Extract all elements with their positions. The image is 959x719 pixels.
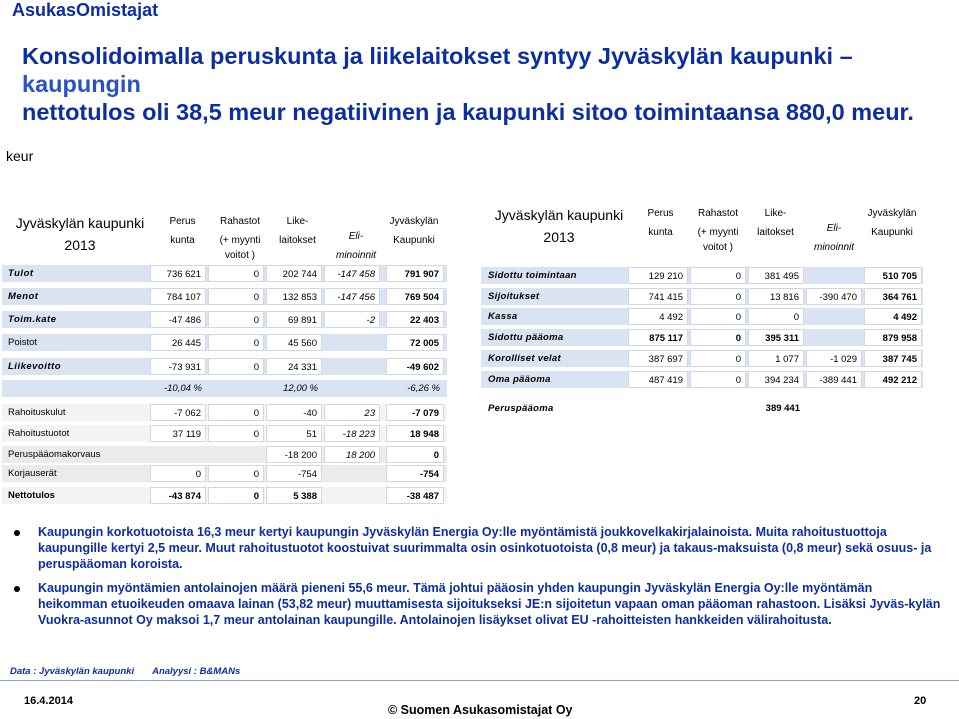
hdr-text: Eli- bbox=[348, 231, 364, 242]
left-col-jyvaskyla bbox=[384, 214, 444, 248]
hdr-text: Perus bbox=[169, 216, 196, 227]
table-cell: 769 504 bbox=[386, 288, 444, 305]
table-cell: 22 403 bbox=[386, 311, 444, 328]
table-cell: -18 223 bbox=[324, 425, 380, 442]
hdr-text: kunta bbox=[648, 227, 673, 238]
row-label: Sidottu toimintaan bbox=[488, 270, 577, 281]
source-analysis: Analyysi : B&MANs bbox=[152, 666, 241, 677]
hdr-text: Rahastot bbox=[697, 208, 739, 219]
table-cell: 784 107 bbox=[150, 288, 206, 305]
hdr-text: voitot ) bbox=[702, 242, 733, 253]
left-entity-title bbox=[10, 212, 150, 256]
table-cell: 4 492 bbox=[628, 308, 688, 325]
row-label: Tulot bbox=[8, 268, 34, 279]
unit-label: keur bbox=[6, 148, 34, 164]
table-cell: 45 560 bbox=[266, 334, 322, 351]
slide-title bbox=[22, 42, 922, 126]
hdr-text: Kaupunki bbox=[871, 227, 913, 238]
table-cell: 51 bbox=[266, 425, 322, 442]
table-cell: 72 005 bbox=[386, 334, 444, 351]
table-cell: 0 bbox=[690, 371, 746, 388]
table-cell: 389 441 bbox=[765, 403, 800, 414]
table-cell: 202 744 bbox=[266, 265, 322, 282]
row-label: Menot bbox=[8, 291, 39, 302]
bullet-dot-icon bbox=[14, 586, 20, 592]
table-cell: 0 bbox=[690, 288, 746, 305]
table-cell: 381 495 bbox=[748, 267, 804, 284]
hdr-text: (+ myynti bbox=[697, 227, 739, 238]
hdr-text: Rahastot bbox=[219, 216, 261, 227]
row-label: Korjauserät bbox=[8, 468, 57, 479]
table-cell: 69 891 bbox=[266, 311, 322, 328]
table-cell bbox=[628, 400, 688, 417]
table-cell: -754 bbox=[266, 465, 322, 482]
source-data: Data : Jyväskylän kaupunki bbox=[10, 666, 135, 677]
table-cell: -754 bbox=[386, 465, 444, 482]
table-cell: 791 907 bbox=[386, 265, 444, 282]
table-cell: 13 816 bbox=[748, 288, 804, 305]
table-cell: 0 bbox=[208, 288, 264, 305]
hdr-text: Jyväskylän bbox=[389, 216, 439, 227]
hdr-text: Perus bbox=[647, 208, 674, 219]
table-cell: 0 bbox=[150, 465, 206, 482]
hdr-text: kunta bbox=[170, 235, 195, 246]
hdr-text: (+ myynti bbox=[219, 235, 261, 246]
table-cell: -47 486 bbox=[150, 311, 206, 328]
hdr-text: voitot ) bbox=[224, 250, 255, 261]
right-entity-title bbox=[489, 204, 629, 248]
table-cell: 0 bbox=[208, 265, 264, 282]
right-entity-year: 2013 bbox=[543, 229, 575, 245]
table-cell: 394 234 bbox=[748, 371, 804, 388]
hdr-text: Like- bbox=[286, 216, 309, 227]
left-col-peruskunta bbox=[155, 214, 210, 248]
table-cell: 364 761 bbox=[864, 288, 922, 305]
table-cell: -73 931 bbox=[150, 358, 206, 375]
table-cell: -40 bbox=[266, 404, 322, 421]
left-entity-year: 2013 bbox=[64, 237, 96, 253]
table-cell: 0 bbox=[208, 334, 264, 351]
table-cell: -1 029 bbox=[806, 350, 862, 367]
table-cell: 4 492 bbox=[864, 308, 922, 325]
table-cell: 0 bbox=[208, 425, 264, 442]
table-cell: -10,04 % bbox=[163, 383, 202, 394]
table-cell bbox=[324, 487, 380, 504]
table-cell: -389 441 bbox=[806, 371, 862, 388]
table-cell: -7 079 bbox=[386, 404, 444, 421]
right-col-liikelaitokset bbox=[748, 206, 803, 240]
table-cell: 129 210 bbox=[628, 267, 688, 284]
row-label: Poistot bbox=[8, 337, 38, 348]
table-cell: 875 117 bbox=[628, 329, 688, 346]
table-cell: 387 697 bbox=[628, 350, 688, 367]
title-line1b: kaupungin bbox=[22, 71, 141, 97]
left-entity-name: Jyväskylän kaupunki bbox=[15, 215, 145, 231]
table-cell bbox=[324, 380, 380, 397]
hdr-text: Eli- bbox=[826, 223, 842, 234]
row-label bbox=[4, 380, 8, 397]
hdr-text: Like- bbox=[764, 208, 787, 219]
table-cell: 0 bbox=[208, 465, 264, 482]
brand-logo-text bbox=[12, 0, 158, 21]
table-cell: 0 bbox=[386, 446, 444, 463]
footer-divider bbox=[0, 680, 959, 681]
right-col-jyvaskyla bbox=[862, 206, 922, 240]
table-cell bbox=[864, 400, 922, 417]
table-cell bbox=[690, 400, 746, 417]
table-cell: 18 200 bbox=[324, 446, 380, 463]
row-label: Rahoituskulut bbox=[8, 407, 66, 418]
table-cell: 5 388 bbox=[266, 487, 322, 504]
table-cell: 0 bbox=[748, 308, 804, 325]
table-cell: -7 062 bbox=[150, 404, 206, 421]
table-cell: -43 874 bbox=[150, 487, 206, 504]
left-col-rahastot bbox=[210, 214, 270, 263]
table-cell: 879 958 bbox=[864, 329, 922, 346]
hdr-text: minoinnit bbox=[813, 242, 855, 253]
hdr-text: Kaupunki bbox=[393, 235, 435, 246]
row-label: Toim.kate bbox=[8, 314, 57, 325]
table-cell: -2 bbox=[324, 311, 380, 328]
footer-date: 16.4.2014 bbox=[24, 695, 73, 707]
table-cell: 741 415 bbox=[628, 288, 688, 305]
hdr-text: Jyväskylän bbox=[867, 208, 917, 219]
bullet-dot-icon bbox=[14, 530, 20, 536]
table-cell: 492 212 bbox=[864, 371, 922, 388]
table-cell: 0 bbox=[690, 308, 746, 325]
left-col-liikelaitokset bbox=[270, 214, 325, 248]
table-cell: 132 853 bbox=[266, 288, 322, 305]
bullet-text: Kaupungin korkotuotoista 16,3 meur kertyi kaupungin Jyväskylän Energia Oy:lle myöntämistä joukkovelkakirjalainoista. Muita rahoitustuottoja kaupungille kertyi 2,5 meur. Muut rahoitustuotot koostuivat suurimmalta osin osinkotuotoista (0,8 meur) ja takaus-maksuista (0,8 meur) sekä osuus- ja peruspääoman koroista. bbox=[38, 525, 932, 571]
brand-part1: Asukas bbox=[12, 0, 77, 20]
table-cell bbox=[806, 308, 862, 325]
row-label: Peruspääoma bbox=[488, 403, 554, 414]
row-label: Liikevoitto bbox=[8, 361, 62, 372]
table-cell bbox=[324, 358, 380, 375]
title-line2: nettotulos oli 38,5 meur negatiivinen ja kaupunki sitoo toimintaansa 880,0 meur. bbox=[22, 99, 914, 125]
table-cell: -390 470 bbox=[806, 288, 862, 305]
row-label: Korolliset velat bbox=[488, 353, 561, 364]
row-label: Oma pääoma bbox=[488, 374, 551, 385]
table-cell: 23 bbox=[324, 404, 380, 421]
table-cell bbox=[208, 446, 264, 463]
table-cell: 12,00 % bbox=[283, 383, 318, 394]
table-cell bbox=[324, 465, 380, 482]
table-cell: 26 445 bbox=[150, 334, 206, 351]
right-col-rahastot bbox=[688, 206, 748, 255]
table-cell: -147 456 bbox=[324, 288, 380, 305]
row-label: Nettotulos bbox=[8, 490, 55, 501]
table-cell bbox=[806, 267, 862, 284]
right-entity-name: Jyväskylän kaupunki bbox=[494, 207, 624, 223]
table-cell bbox=[806, 329, 862, 346]
table-cell: 37 119 bbox=[150, 425, 206, 442]
table-cell: -49 602 bbox=[386, 358, 444, 375]
table-cell: 387 745 bbox=[864, 350, 922, 367]
table-cell bbox=[208, 380, 264, 397]
brand-part2: Omistajat bbox=[76, 0, 159, 20]
table-cell: 0 bbox=[690, 350, 746, 367]
bullet-text: Kaupungin myöntämien antolainojen määrä pieneni 55,6 meur. Tämä johtui pääosin yhden kaupungin Jyväskylän Energia Oy:lle myöntämän heikomman etuoikeuden omaava lainan (53,82 meur) muuttamisesta sijoitukseksi JE:n sijoitetun vapaan oman pääoman rahastoon. Lisäksi Jyväs-kylän Vuokra-asunnot Oy maksoi 1,7 meur antolainan kaupungille. Antolainojen lisäykset olivat EU -rahoitteisten hankkeiden välirahoitusta. bbox=[38, 581, 941, 627]
hdr-text: laitokset bbox=[279, 235, 316, 246]
row-label: Rahoitustuotot bbox=[8, 428, 70, 439]
row-label: Peruspääomakorvaus bbox=[8, 449, 101, 460]
table-cell: 0 bbox=[690, 267, 746, 284]
source-note bbox=[10, 666, 240, 677]
table-cell: -147 458 bbox=[324, 265, 380, 282]
table-cell: 0 bbox=[690, 329, 746, 346]
bullet-list bbox=[14, 524, 944, 636]
table-cell: 0 bbox=[208, 358, 264, 375]
table-cell: 395 311 bbox=[748, 329, 804, 346]
table-cell: -6,26 % bbox=[407, 383, 440, 394]
table-cell: 0 bbox=[208, 487, 264, 504]
hdr-text: laitokset bbox=[757, 227, 794, 238]
table-cell: -38 487 bbox=[386, 487, 444, 504]
page-number: 20 bbox=[914, 695, 927, 707]
table-cell bbox=[324, 334, 380, 351]
table-cell: 736 621 bbox=[150, 265, 206, 282]
table-cell: 487 419 bbox=[628, 371, 688, 388]
right-col-eliminoinnit bbox=[806, 221, 862, 255]
table-cell: 510 705 bbox=[864, 267, 922, 284]
table-cell: -18 200 bbox=[266, 446, 322, 463]
table-cell bbox=[806, 400, 862, 417]
right-col-peruskunta bbox=[633, 206, 688, 240]
left-col-eliminoinnit bbox=[328, 229, 384, 263]
footer-copyright: © Suomen Asukasomistajat Oy bbox=[388, 703, 573, 717]
bullet-item bbox=[14, 580, 944, 628]
table-cell bbox=[150, 446, 206, 463]
row-label: Sidottu pääoma bbox=[488, 332, 564, 343]
table-cell: 0 bbox=[208, 404, 264, 421]
bullet-item bbox=[14, 524, 944, 572]
hdr-text: minoinnit bbox=[335, 250, 377, 261]
table-cell: 0 bbox=[208, 311, 264, 328]
row-label: Kassa bbox=[488, 311, 518, 322]
row-label: Sijoitukset bbox=[488, 291, 540, 302]
table-cell: 18 948 bbox=[386, 425, 444, 442]
title-line1: Konsolidoimalla peruskunta ja liikelaitokset syntyy Jyväskylän kaupunki – bbox=[22, 43, 853, 69]
table-cell: 24 331 bbox=[266, 358, 322, 375]
table-cell: 1 077 bbox=[748, 350, 804, 367]
